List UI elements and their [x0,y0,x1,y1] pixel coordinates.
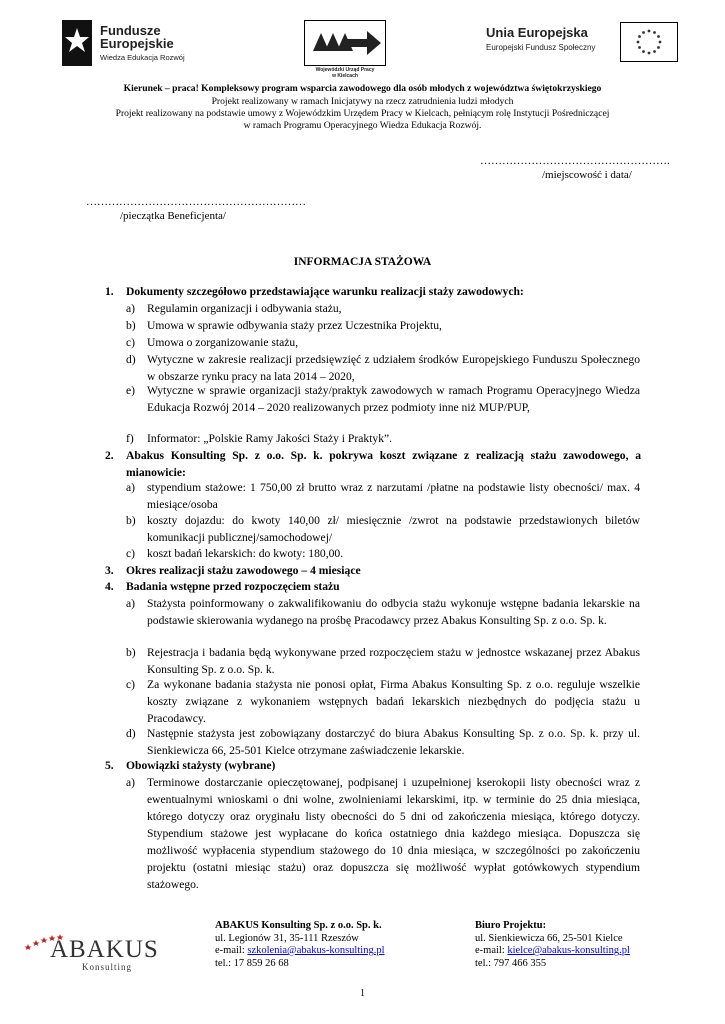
item-text: stypendium stażowe: 1 750,00 zł brutto wraz z narzutami /płatne na podstawie listy obecności/ max. 4 miesiące/osoba [147,481,640,511]
page-number: 1 [360,988,365,999]
item-text: Umowa w sprawie odbywania staży przez Uczestnika Projektu, [147,319,442,332]
stamp-label: /pieczątka Beneficjenta/ [120,210,226,222]
footer-office-email-link[interactable]: kielce@abakus-konsulting.pl [507,945,630,956]
fe-logo-line3: Wiedza Edukacja Rozwój [100,53,185,62]
section-title: Abakus Konsulting Sp. z o.o. Sp. k. pokrywa koszt związane z realizacją stażu zawodowego, a mianowicie: [126,449,641,479]
item-text: Następnie stażysta jest zobowiązany dostarczyć do biura Abakus Konsulting Sp. z o.o. Sp. k. przy ul. Sienkiewicza 66, 25-501 Kielce otrzymane zaświadczenie lekarskie. [147,727,640,757]
item-letter: a) [126,302,136,315]
item-text: koszt badań lekarskich: do kwoty: 180,00. [147,547,344,560]
item-letter: a) [126,776,136,789]
item-text: Stażysta poinformowany o zakwalifikowaniu do odbycia stażu wykonuje wstępne badania lekarskie na podstawie skierowania wydanego na prośbę Pracodawcy przez Abakus Konsulting Sp. z o.o. Sp. k. [147,597,640,627]
place-date-label: /miejscowość i data/ [542,169,632,181]
section-number: 4. [105,580,114,593]
place-date-dots: ……………………………………………. [480,155,670,167]
item-letter: a) [126,481,136,494]
project-line3: Projekt realizowany na podstawie umowy z Wojewódzkim Urzędem Pracy w Kielcach, pełniącym rolę Instytucji Pośredniczącej [115,108,610,119]
footer-office-tel: tel.: 797 466 355 [475,957,547,969]
stamp-dots: …………………………………………………… [86,196,306,208]
section-number: 1. [105,285,114,298]
item-letter: b) [126,514,136,527]
item-letter: f) [126,432,134,445]
item-text: Umowa o zorganizowanie stażu, [147,336,299,349]
fe-logo-line1: Fundusze [100,23,161,38]
fundusze-europejskie-logo [62,20,212,66]
fe-star-icon [62,20,96,66]
footer-office [475,920,695,970]
footer-hq-tel: tel.: 17 859 26 68 [215,957,289,969]
section-title: Okres realizacji stażu zawodowego – 4 miesiące [126,564,361,577]
section-title: Obowiązki stażysty (wybrane) [126,759,276,772]
item-text: Wytyczne w sprawie organizacji staży/praktyk zawodowych w ramach Programu Operacyjnego Wiedza Edukacja Rozwój 2014 – 2020 realizowanych przez podmioty inne niż MUP/PUP, [147,384,640,414]
item-letter: c) [126,336,136,349]
footer-office-name: Biuro Projektu: [475,920,547,931]
ue-logo-subtitle: Europejski Fundusz Społeczny [486,43,596,52]
wup-arrow-icon [304,20,386,66]
section-number: 3. [105,564,114,577]
item-letter: c) [126,678,136,691]
item-letter: b) [126,319,136,332]
section-title: Badania wstępne przed rozpoczęciem stażu [126,580,340,593]
item-text: koszty dojazdu: do kwoty 140,00 zł/ miesięcznie /zwrot na podstawie przedstawionych biletów komunikacji publicznej/samochodowej/ [147,514,640,544]
abakus-logo [24,930,174,976]
item-letter: a) [126,597,136,610]
project-line4: w ramach Programu Operacyjnego Wiedza Edukacja Rozwój. [243,120,482,131]
footer-hq-email-line [215,945,455,958]
wup-logo-line2: w Kielcach [332,73,358,79]
abakus-logo-word: ABAKUS [50,936,159,963]
email-label: e-mail: [215,945,248,956]
item-text: Regulamin organizacji i odbywania stażu, [147,302,342,315]
item-text: Za wykonane badania stażysta nie ponosi opłat, Firma Abakus Konsulting Sp. z o.o. reguluje wszelkie koszty związane z wykonaniem wstępnych badań lekarskich niezbędnych do podjęcia stażu u Pracodawcy. [147,678,640,725]
section-number: 2. [105,449,114,462]
wup-logo-line1: Wojewódzki Urząd Pracy [315,67,375,73]
item-letter: e) [126,384,136,397]
item-letter: b) [126,646,136,659]
eu-flag-icon [620,22,678,62]
item-letter: d) [126,727,136,740]
footer-office-email-line [475,945,695,958]
footer-hq-address: ul. Legionów 31, 35-111 Rzeszów [215,932,359,944]
footer-office-address: ul. Sienkiewicza 66, 25-501 Kielce [475,932,623,944]
document-title: INFORMACJA STAŻOWA [293,256,432,268]
wup-logo [304,20,386,80]
footer-hq [215,920,455,970]
item-text: Wytyczne w zakresie realizacji przedsięwzięć z udziałem środków Europejskiego Funduszu Społecznego w obszarze rynku pracy na lata 2014 – 2020, [147,353,640,383]
section-title: Dokumenty szczegółowo przedstawiające warunku realizacji staży zawodowych: [126,285,524,298]
item-text: Informator: „Polskie Ramy Jakości Staży i Praktyk”. [147,432,393,445]
footer-hq-name: ABAKUS Konsulting Sp. z o.o. Sp. k. [215,920,382,931]
item-letter: c) [126,547,136,560]
footer-hq-email-link[interactable]: szkolenia@abakus-konsulting.pl [247,945,385,956]
ue-logo-title: Unia Europejska [486,25,588,40]
fe-logo-line2: Europejskie [100,36,174,51]
project-line2: Projekt realizowany w ramach Inicjatywy na rzecz zatrudnienia ludzi młodych [211,96,514,107]
item-text: Terminowe dostarczanie opieczętowanej, podpisanej i uzupełnionej kserokopii listy obecności wraz z ewentualnymi wnioskami o dni wolne, zwolnieniami lekarskimi, itp. w terminie do 25 dnia miesiąca, którego dotyczy oraz oryginału listy obecności do 5 dni od zakończenia miesiąca, którego dotyczy. Stypendium stażowe jest wypłacane do końca ostatniego dnia każdego miesiąca. Dopuszcza się możliwość wypłacenia stypendium stażowego do 10 dnia miesiąca, w szczególności po zakończeniu projektu (ostatni miesiąc stażu) oraz dopuszcza się możliwość wypłat gotówkowych stypendium stażowego. [147,776,640,891]
wup-logo-text [304,67,386,79]
project-title: Kierunek – praca! Kompleksowy program wsparcia zawodowego dla osób młodych z województwa świętokrzyskiego [123,83,602,94]
email-label: e-mail: [475,945,508,956]
abakus-logo-sub: Konsulting [82,962,133,972]
section-number: 5. [105,759,114,772]
item-letter: d) [126,353,136,366]
item-text: Rejestracja i badania będą wykonywane przed rozpoczęciem stażu w jednostce wskazanej przez Abakus Konsulting Sp. z o.o. Sp. k. [147,646,640,676]
